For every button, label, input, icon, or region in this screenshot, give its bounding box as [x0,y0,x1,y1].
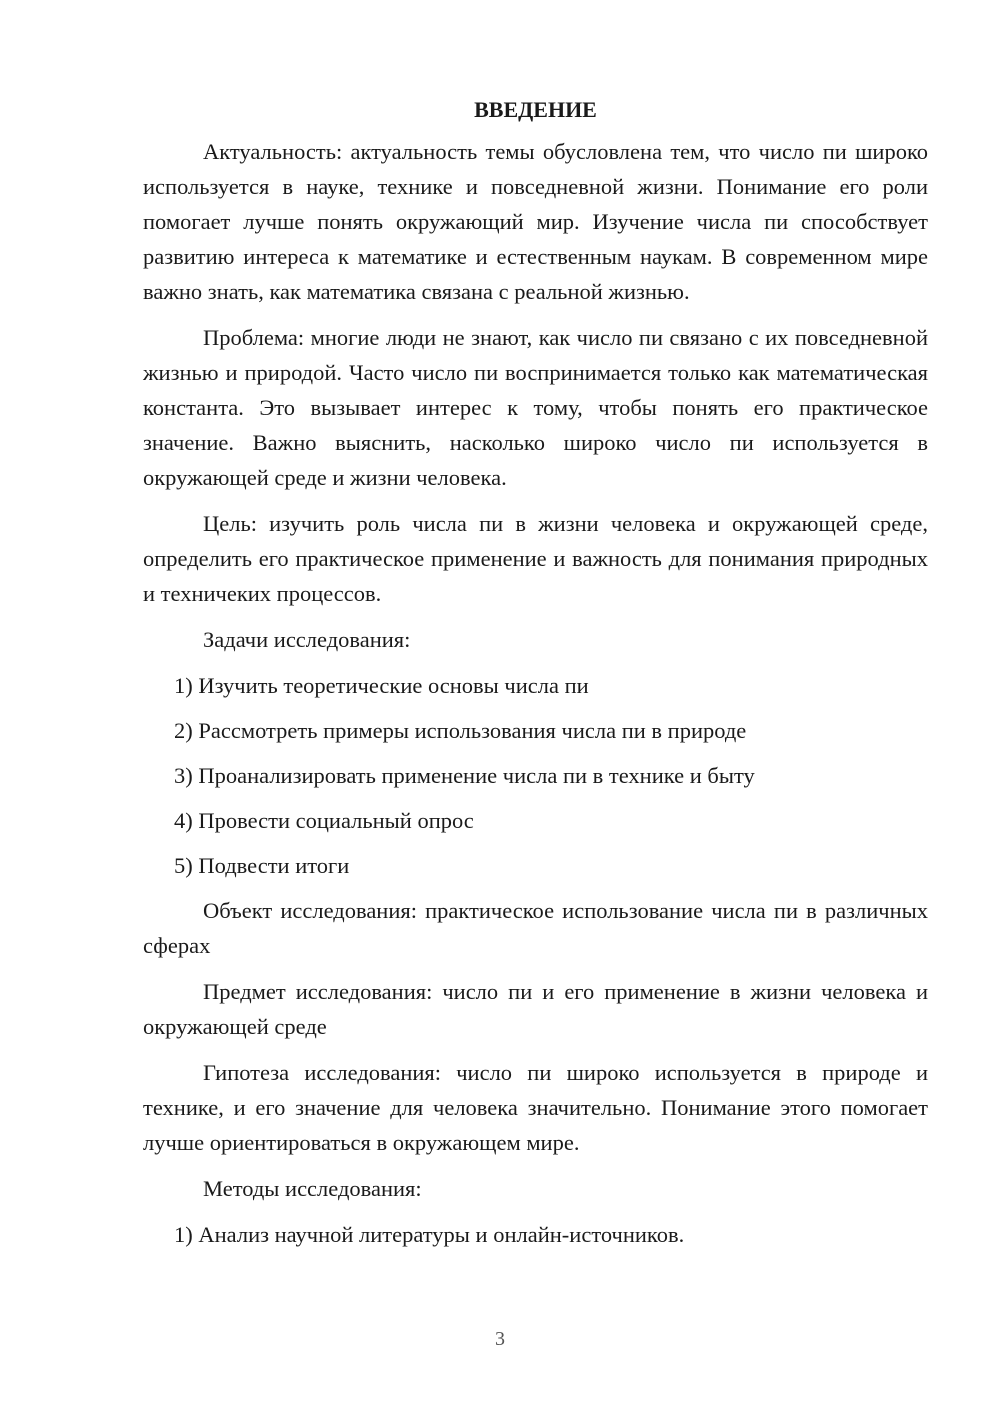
problem-paragraph: Проблема: многие люди не знают, как число пи связано с их повседневной жизнью и природой. Часто число пи воспринимается только как математическая константа. Это вызывает интерес к тому, чтобы понять его практическое значение. Важно выяснить, насколько широко число пи используется в окружающей среде и жизни человека. [143,325,928,490]
page-content [143,92,928,1262]
page-number: 3 [495,1328,505,1350]
relevance-paragraph: Актуальность: актуальность темы обусловлена тем, что число пи широко используется в науке, технике и повседневной жизни. Понимание его роли помогает лучше понять окружающий мир. Изучение числа пи способствует развитию интереса к математике и естественным наукам. В современном мире важно знать, как математика связана с реальной жизнью. [143,139,928,304]
list-item: 2) Рассмотреть примеры использования числа пи в природе [174,718,747,743]
list-item: 1) Анализ научной литературы и онлайн-источников. [174,1222,685,1247]
tasks-heading: Задачи исследования: [203,627,411,652]
list-item: 5) Подвести итоги [174,853,350,878]
methods-heading: Методы исследования: [203,1176,422,1201]
list-item: 4) Провести социальный опрос [174,808,474,833]
methods-list [143,1217,928,1252]
tasks-list [143,668,928,883]
object-paragraph: Объект исследования: практическое использование числа пи в различных сферах [143,898,928,958]
hypothesis-paragraph: Гипотеза исследования: число пи широко используется в природе и технике, и его значение для человека значительно. Понимание этого помогает лучше ориентироваться в окружающем мире. [143,1060,928,1155]
subject-paragraph: Предмет исследования: число пи и его применение в жизни человека и окружающей среде [143,979,928,1039]
goal-paragraph: Цель: изучить роль числа пи в жизни человека и окружающей среде, определить его практическое применение и важность для понимания природных и техничеких процессов. [143,511,928,606]
list-item: 1) Изучить теоретические основы числа пи [174,673,589,698]
list-item: 3) Проанализировать применение числа пи в технике и быту [174,763,755,788]
section-title: ВВЕДЕНИЕ [474,97,597,122]
